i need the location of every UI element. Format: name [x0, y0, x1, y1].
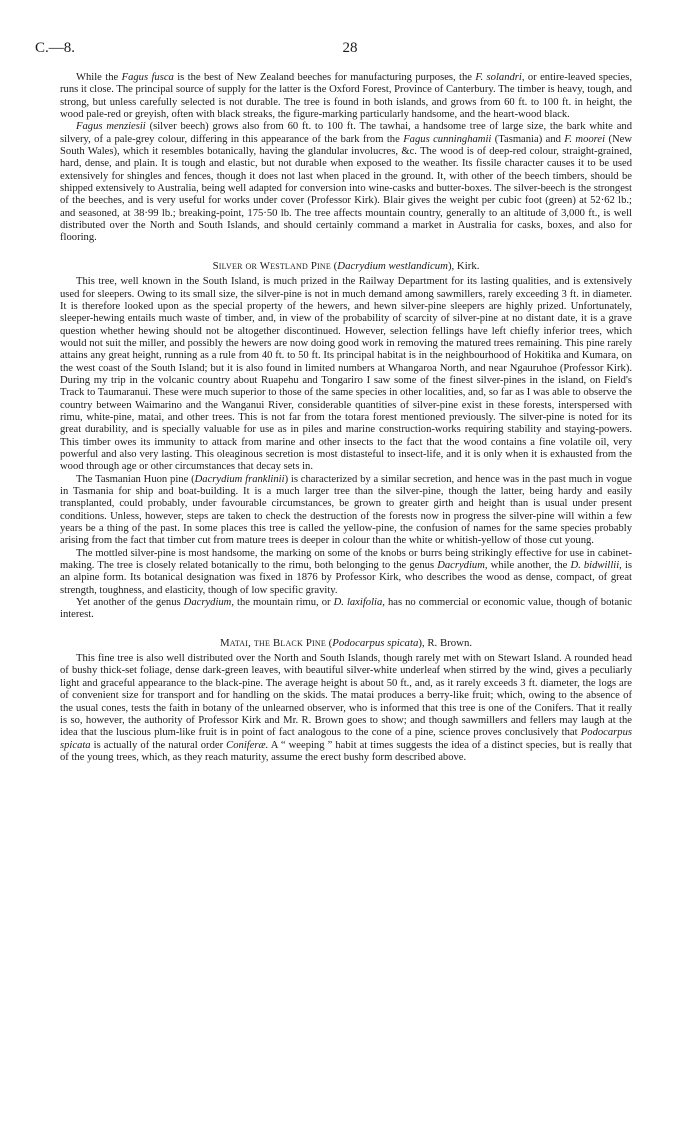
paragraph-huon-pine: The Tasmanian Huon pine (Dacrydium franklinii) is characterized by a similar secretion, and hence was in the past much in vogue in Tasmania for ship and boat-building. It is a much larger tree than the silver-pine, though the latter, being hardy and easily transplanted, could probably, under favourable circumstances, be grown to greater girth and height than is usual under present conditions. Unless, however, steps are taken to check the destruction of the forests now in progress the silver-pine will within a few years be a thing of the past. In some places this tree is called the yellow-pine, the confusion of names for the same species probably arising from the fact that timber cut from mature trees is deeper in colour than the white or whitish-yellow of those cut young. [60, 473, 632, 547]
paragraph-mountain-rimu: Yet another of the genus Dacrydium, the mountain rimu, or D. laxifolia, has no commercial or economic value, though of botanic interest. [60, 597, 632, 621]
document-code: C.—8. [35, 40, 76, 56]
paragraph-matai: This fine tree is also well distributed over the North and South Islands, though rarely met with on Stewart Island. A rounded head of bushy thick-set foliage, dense dark-green leaves, with beautiful silver-white underleaf when stirred by the wind, gives a peculiarly light and graceful appearance to the black-pine. The average height is about 50 ft., and, as it rarely exceeds 3 ft. diameter, the logs are of convenient size for transport and for handling on the skids. The matai produces a berry-like fruit; which, owing to the absence of the usual cones, tests the faith in botany of the unlearned observer, who is informed that this tree is one of the Conifers. That it really is so, however, the authority of Professor Kirk and Mr. R. Brown goes to show; and though sawmillers and fellers may laugh at the idea that the luscious plum-like fruit is in point of fact analogous to the cone of a pine, science proves conclusively that Podocarpus spicata is actually of the natural order Coniferæ. A “ weeping ” habit at times suggests the idea of a distinct species, but is really that of the young trees, which, as they reach maturity, assume the erect bushy form described above. [60, 653, 632, 763]
paragraph-mottled-silver-pine: The mottled silver-pine is most handsome, the marking on some of the knobs or burrs being strikingly effective for use in cabinet-making. The tree is closely related botanically to the rimu, both belonging to the genus Dacrydium, while another, the D. bidwillii, is an alpine form. Its botanical designation was fixed in 1876 by Professor Kirk, who describes the wood as dense, compact, of great strength, toughness, and elasticity, though of low specific gravity. [60, 547, 633, 596]
section-heading-silver-pine: Silver or Westland Pine (Dacrydium westlandicum), Kirk. [212, 259, 480, 272]
paragraph-silver-pine-intro: This tree, well known in the South Island, is much prized in the Railway Department for its lasting qualities, and is extensively used for sleepers. Owing to its small size, the silver-pine is not in much demand among sawmillers, rarely exceeding 3 ft. in diameter. It is therefore looked upon as the special property of the hewers, and hewn silver-pine sleepers are highly prized. Unfortunately, sleeper-hewing entails much waste of timber, and, in view of the probability of scarcity of silver-pine at no distant date, it is a grave question whether hewing should not be altogether discontinued. However, selection fellings have left chiefly inferior trees, which would not suit the miller, and possibly the hewers are now doing good work in removing the matured trees remaining. This pine rarely attains any great height, running as a rule from 40 ft. to 50 ft. Its principal habitat is in the neighbourhood of Hokitika and Kumara, on the west coast of the South Island; but it is also found in limited numbers at Whangaroa North, and near Ngauruhoe (Professor Kirk). During my trip in the volcanic country about Ruapehu and Tongariro I saw some of the finest silver-pines in the island, on Field's Track to Taumaranui. These were much superior to those of the same species in other localities, and, so far as I was able to observe the country between Waimarino and the Wanganui River, considerable quantities of silver-pine exist in these forests, interspersed with rimu, white-pine, matai, and other trees. This is not far from the totara forest mentioned previously. The silver-pine is noted for its great durability, and is specially valuable for use as in piles and marine construction-works requiring stability and staying-powers. This timber owes its immunity to attack from marine and other insects to the fact that the wood contains a fine volatile oil, very powerful and also very lasting. This oleaginous secretion is most distasteful to insect-life, and it is only when it is exhausted from the wood through age or other circumstances that decay sets in. [60, 276, 632, 473]
page-number: 28 [342, 40, 358, 56]
section-heading-matai: Matai, the Black Pine (Podocarpus spicata), R. Brown. [219, 636, 473, 649]
paragraph-fagus-fusca: While the Fagus fusca is the best of New Zealand beeches for manufacturing purposes, the F. solandri, or entire-leaved species, runs it close. The principal source of supply for the latter is the Oxford Forest, Province of Canterbury. The timber is heavy, tough, and strong, but unless carefully selected is not durable. The tree is found in both islands, and grows from 60 ft. to 100 ft. in height, the wood pale-red or greyish, often with black streaks, the figure-marking particularly handsome, and the heart-wood black. [60, 72, 633, 121]
paragraph-fagus-menziesii: Fagus menziesii (silver beech) grows also from 60 ft. to 100 ft. The tawhai, a handsome tree of large size, the bark white and silvery, of a pale-grey colour, differing in this appearance of the bark from the Fagus cunninghamii (Tasmania) and F. moorei (New South Wales), which it resembles botanically, having the glandular involucres, &c. The wood is of deep-red colour, straight-grained, hard, dense, and plain. It is tough and elastic, but not durable when exposed to the weather. Its fissile character causes it to be used extensively for shingles and fences, though it does not last when placed in the ground. It, with other of the beech timbers, should be shipped extensively to Australia, being well adapted for conversion into wine-casks and butter-boxes. The silver-beech is the strongest of the beeches, and is very useful for works under cover (Professor Kirk). Blair gives the weight per cubic foot (green) at 52·62 lb.; and seasoned, at 38·99 lb.; breaking-point, 175·50 lb. The tree affects mountain country, generally to an altitude of 3,000 ft., is well distributed over the North and South Islands, and should certainly command a market in Australia for casks, boxes, and also for flooring. [60, 121, 633, 244]
page-body [60, 72, 632, 764]
